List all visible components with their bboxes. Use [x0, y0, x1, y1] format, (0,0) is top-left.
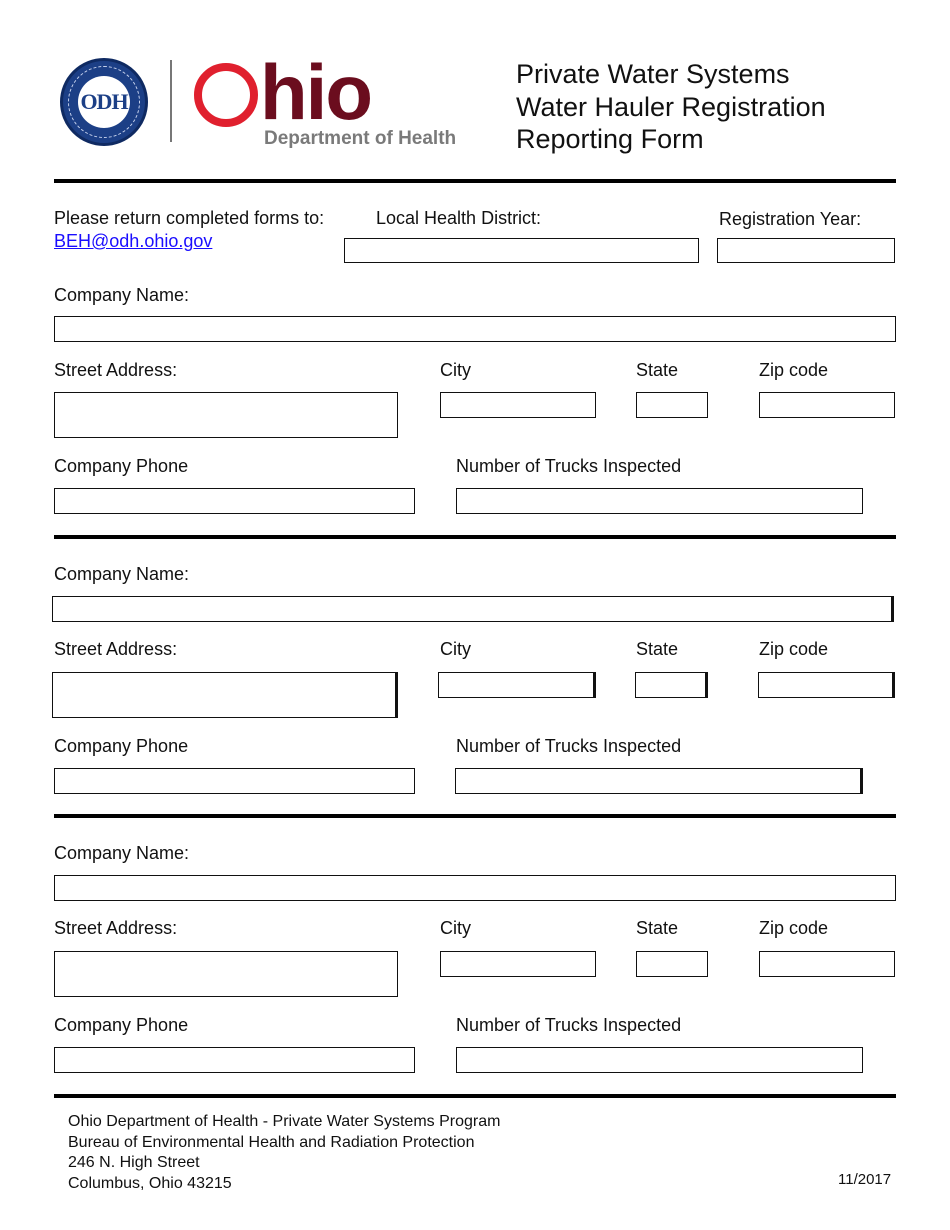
ohio-logo-subtitle: Department of Health: [264, 128, 457, 149]
company-name-label: Company Name:: [54, 564, 190, 584]
zip-code-field[interactable]: [759, 951, 895, 977]
footer-city: Columbus, Ohio 43215: [68, 1175, 232, 1192]
trucks-inspected-label: Number of Trucks Inspected: [456, 736, 682, 756]
company-phone-field[interactable]: [54, 488, 415, 514]
form-title-line-1: Private Water Systems: [516, 59, 790, 89]
footer-bureau: Bureau of Environmental Health and Radiation Protection: [68, 1134, 475, 1151]
company-phone-field[interactable]: [54, 1047, 415, 1073]
zip-code-label: Zip code: [759, 918, 829, 938]
state-field[interactable]: [635, 672, 708, 698]
header-divider: [54, 179, 896, 183]
trucks-inspected-field[interactable]: [456, 488, 863, 514]
street-address-label: Street Address:: [54, 639, 178, 659]
trucks-inspected-label: Number of Trucks Inspected: [456, 1015, 682, 1035]
local-health-district-label: Local Health District:: [376, 208, 542, 228]
ohio-logo-o-ring: [194, 63, 258, 127]
company-name-label: Company Name:: [54, 285, 190, 305]
company-phone-label: Company Phone: [54, 736, 189, 756]
street-address-field[interactable]: [54, 392, 398, 438]
trucks-inspected-field[interactable]: [456, 1047, 863, 1073]
company-name-label: Company Name:: [54, 843, 190, 863]
footer-organization: Ohio Department of Health - Private Water Systems Program: [68, 1113, 501, 1130]
return-instructions-label: Please return completed forms to:: [54, 208, 325, 228]
street-address-field[interactable]: [54, 951, 398, 997]
zip-code-label: Zip code: [759, 360, 829, 380]
state-field[interactable]: [636, 392, 708, 418]
state-label: State: [636, 918, 679, 938]
odh-seal-logo: [60, 58, 148, 146]
local-health-district-field[interactable]: [344, 238, 699, 263]
seal-center: [78, 76, 130, 128]
footer-divider: [54, 1094, 896, 1098]
city-field[interactable]: [440, 951, 596, 977]
company-name-field[interactable]: [54, 316, 896, 342]
form-title-line-2: Water Hauler Registration: [516, 92, 826, 122]
state-label: State: [636, 639, 679, 659]
logo-divider: [170, 60, 172, 142]
company-phone-label: Company Phone: [54, 456, 189, 476]
street-address-field[interactable]: [52, 672, 398, 718]
footer-street: 246 N. High Street: [68, 1154, 200, 1171]
company-name-field[interactable]: [52, 596, 894, 622]
street-address-label: Street Address:: [54, 918, 178, 938]
company-name-field[interactable]: [54, 875, 896, 901]
city-field[interactable]: [438, 672, 596, 698]
section-divider: [54, 535, 896, 539]
registration-year-label: Registration Year:: [719, 209, 862, 229]
ohio-logo-wordmark: hio: [260, 48, 371, 136]
company-phone-field[interactable]: [54, 768, 415, 794]
city-field[interactable]: [440, 392, 596, 418]
seal-monogram: ODH: [80, 89, 128, 114]
city-label: City: [440, 639, 471, 659]
return-email-link[interactable]: BEH@odh.ohio.gov: [54, 231, 213, 251]
trucks-inspected-label: Number of Trucks Inspected: [456, 456, 682, 476]
zip-code-field[interactable]: [759, 392, 895, 418]
trucks-inspected-field[interactable]: [455, 768, 863, 794]
company-phone-label: Company Phone: [54, 1015, 189, 1035]
zip-code-label: Zip code: [759, 639, 829, 659]
state-field[interactable]: [636, 951, 708, 977]
city-label: City: [440, 918, 471, 938]
form-title-line-3: Reporting Form: [516, 124, 704, 154]
section-divider: [54, 814, 896, 818]
registration-year-field[interactable]: [717, 238, 895, 263]
form-revision-date: 11/2017: [838, 1171, 892, 1188]
street-address-label: Street Address:: [54, 360, 178, 380]
city-label: City: [440, 360, 471, 380]
zip-code-field[interactable]: [758, 672, 895, 698]
state-label: State: [636, 360, 679, 380]
